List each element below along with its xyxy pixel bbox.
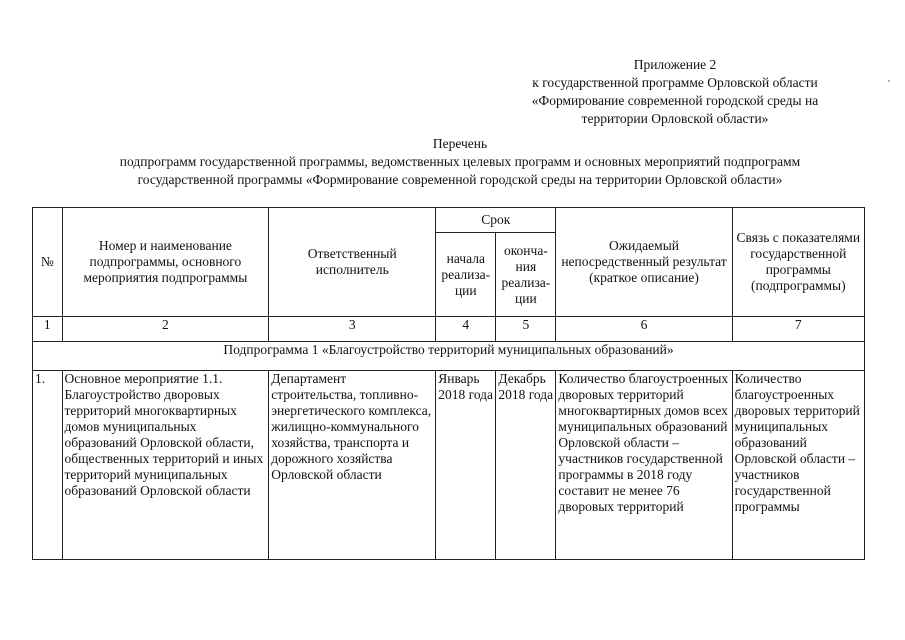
title-line: Перечень <box>432 136 488 151</box>
row-result: Количество благоустроенных дворовых территорий многоквартирных домов всех муниципальных образований Орловской области – участников государственной программы в 2018 году составит не менее 76 дворовых территорий <box>556 371 732 560</box>
header-result: Ожидаемый непосредственный результат (краткое описание) <box>556 208 732 317</box>
scan-speck <box>888 80 890 82</box>
column-number: 7 <box>732 317 864 342</box>
annex-line: «Формирование современной городской среды на <box>531 93 819 108</box>
annex-header <box>505 56 845 128</box>
row-executor: Департамент строительства, топливно-энергетического комплекса, жилищно-коммунального хозяйства, транспорта и дорожного хозяйства Орловской области <box>269 371 436 560</box>
annex-line: территории Орловской области» <box>581 111 769 126</box>
annex-line: Приложение 2 <box>633 57 717 72</box>
header-executor: Ответственный исполнитель <box>269 208 436 317</box>
row-end: Декабрь 2018 года <box>496 371 556 560</box>
row-number: 1. <box>33 371 63 560</box>
annex-line: к государственной программе Орловской области <box>532 75 818 90</box>
header-start: начала реализа-ции <box>436 233 496 317</box>
title-line: подпрограмм государственной программы, ведомственных целевых программ и основных мероприятий подпрограмм <box>119 154 801 169</box>
activities-table <box>32 207 865 560</box>
document-title <box>30 135 890 189</box>
row-start: Январь 2018 года <box>436 371 496 560</box>
header-end: оконча-ния реализа-ции <box>496 233 556 317</box>
header-name: Номер и наименование подпрограммы, основного мероприятия подпрограммы <box>62 208 269 317</box>
header-row <box>33 208 865 233</box>
title-line: государственной программы «Формирование современной городской среды на территории Орловской области» <box>137 172 783 187</box>
row-link: Количество благоустроенных дворовых территорий муниципальных образований Орловской области – участников государственной программы <box>732 371 864 560</box>
row-name: Основное мероприятие 1.1. Благоустройство дворовых территорий многоквартирных домов муниципальных образований Орловской области, общественных территорий и иных территорий муниципальных образований Орловской области <box>62 371 269 560</box>
column-number: 3 <box>269 317 436 342</box>
header-term: Срок <box>436 208 556 233</box>
table-row <box>33 371 865 560</box>
column-number: 5 <box>496 317 556 342</box>
header-number: № <box>33 208 63 317</box>
header-link: Связь с показателями государственной программы (подпрограммы) <box>732 208 864 317</box>
column-number: 2 <box>62 317 269 342</box>
subprogram-row <box>33 342 865 371</box>
column-number: 1 <box>33 317 63 342</box>
column-number-row <box>33 317 865 342</box>
subprogram-title: Подпрограмма 1 «Благоустройство территорий муниципальных образований» <box>33 342 865 371</box>
column-number: 6 <box>556 317 732 342</box>
column-number: 4 <box>436 317 496 342</box>
